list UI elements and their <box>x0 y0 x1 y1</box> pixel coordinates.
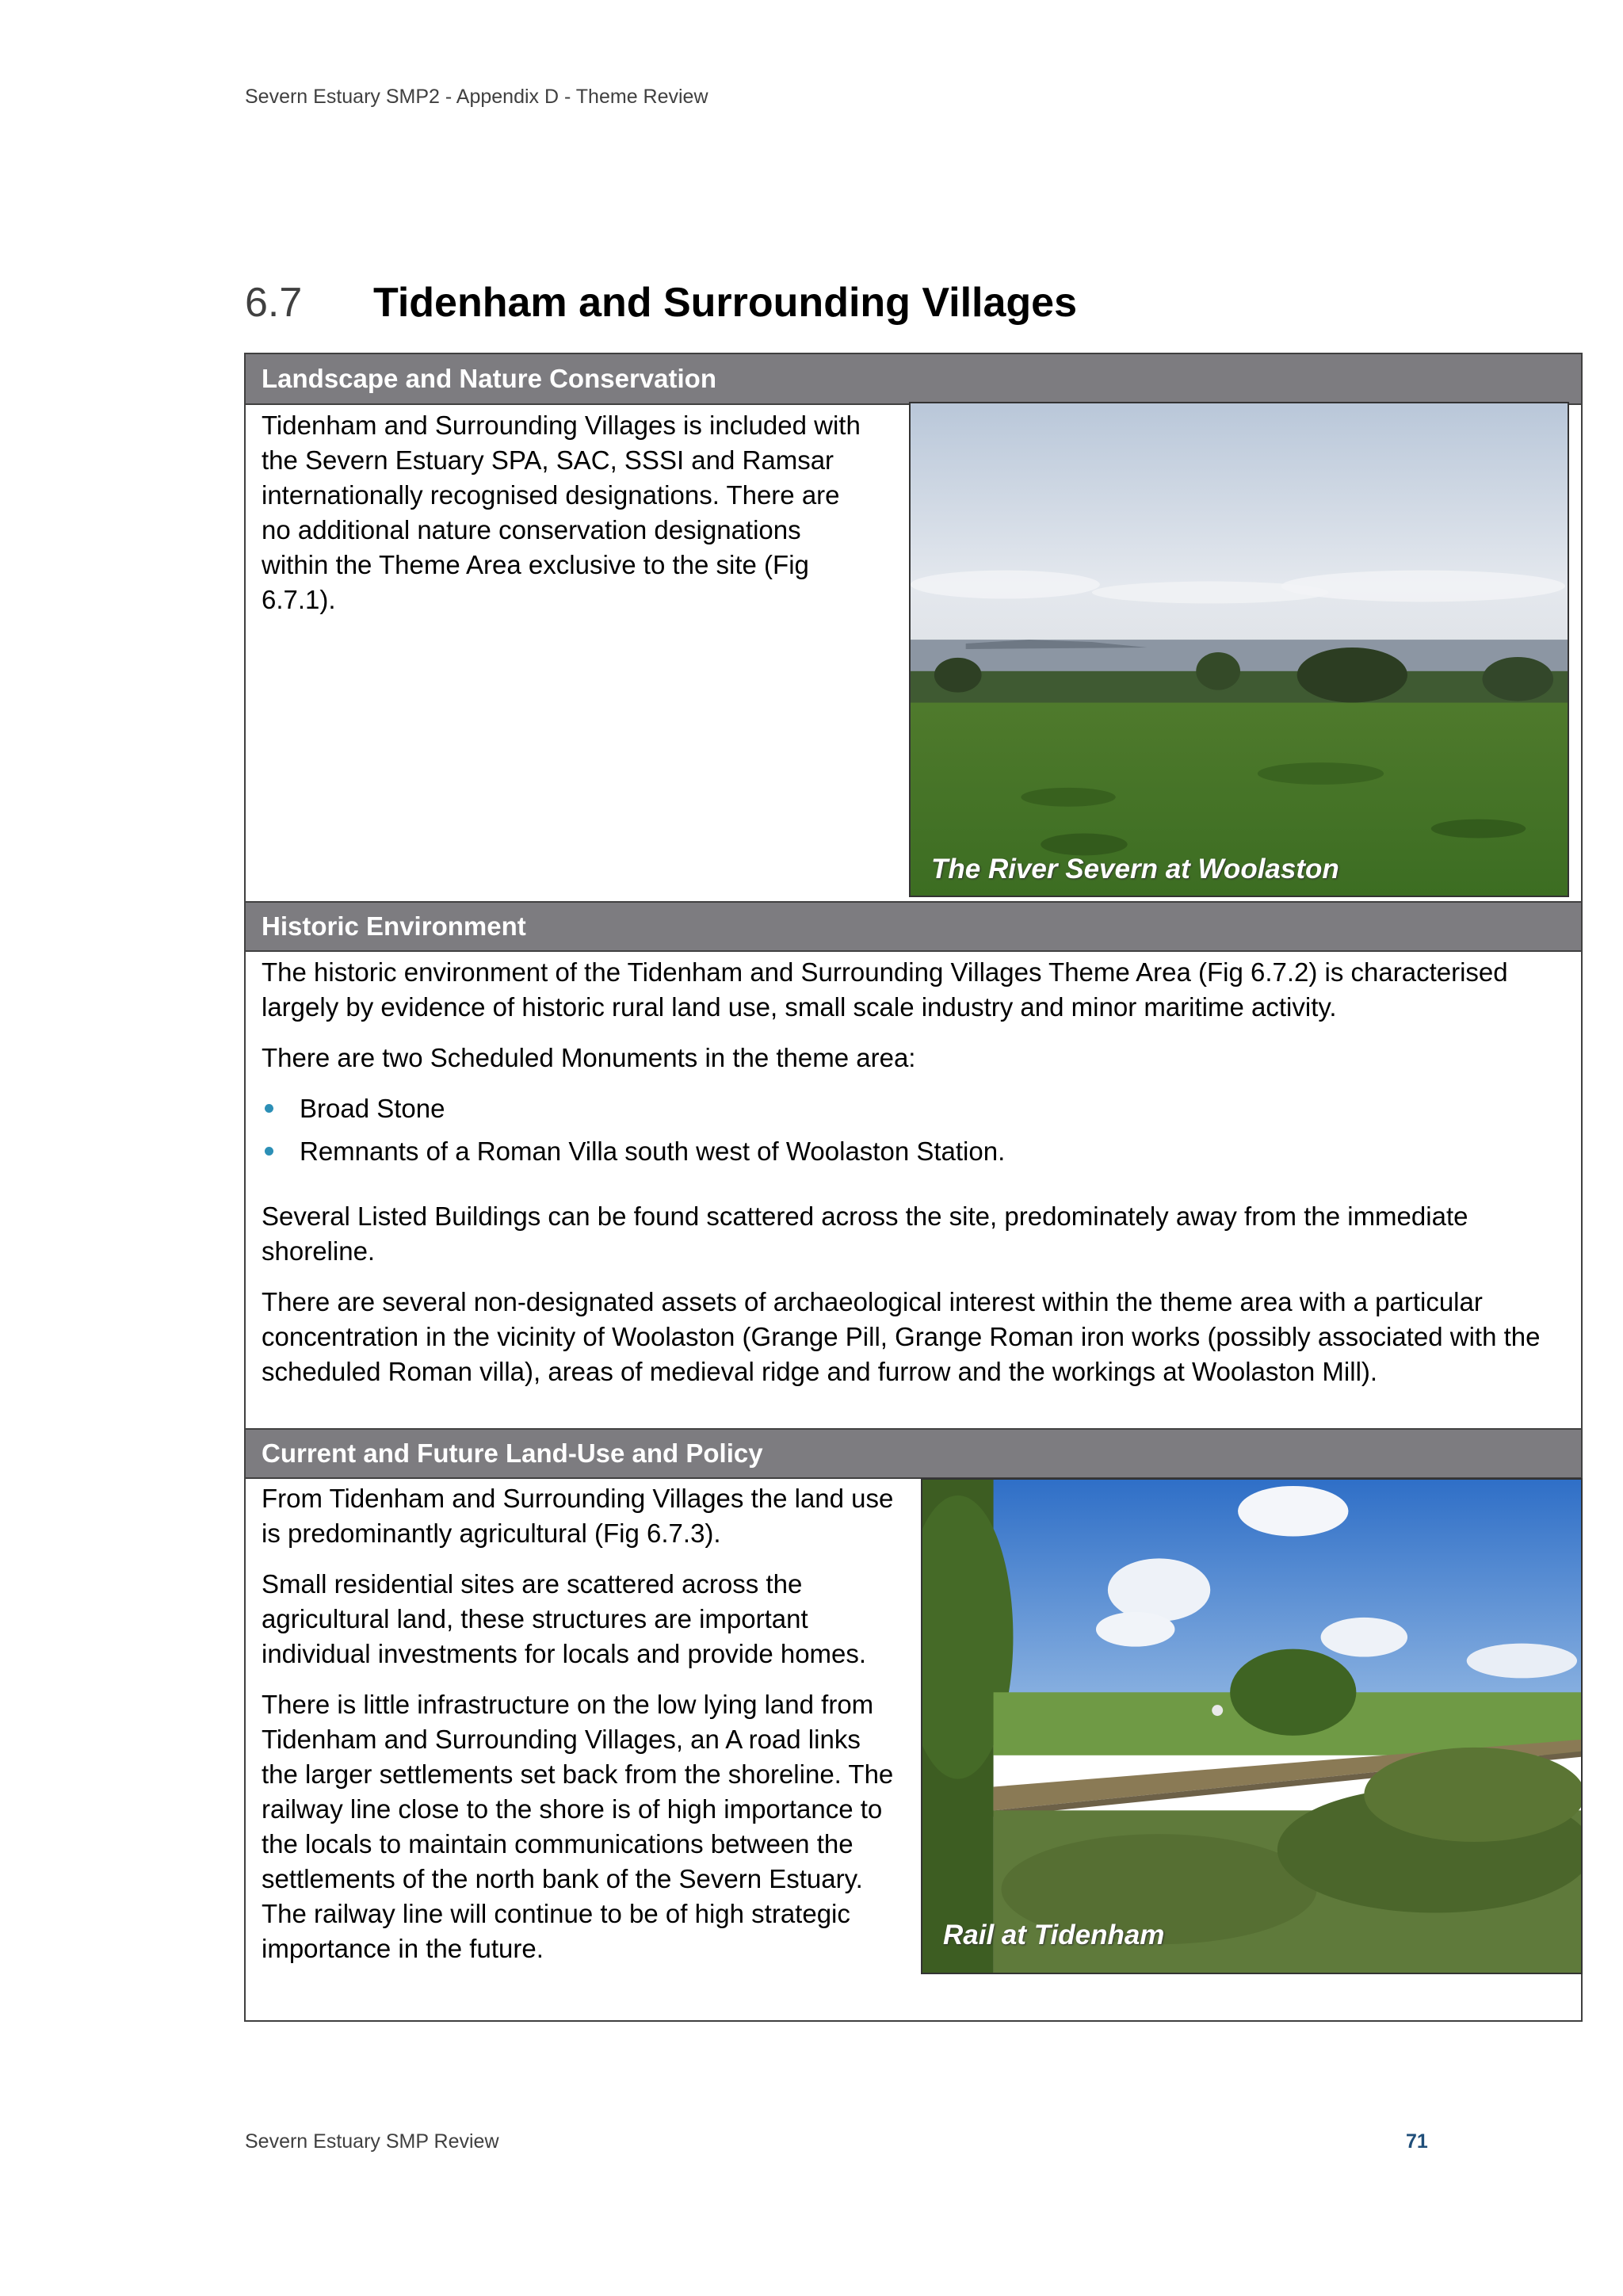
river-severn-caption: The River Severn at Woolaston <box>931 854 1339 884</box>
historic-heading: Historic Environment <box>246 901 1581 952</box>
historic-paragraph-1: The historic environment of the Tidenham and Surrounding Villages Theme Area (Fig 6.7.2) is characterised largely by evidence of historic rural land use, small scale industry and minor maritime activity. <box>262 957 1508 1022</box>
section-heading <box>245 279 1077 327</box>
theme-table <box>244 353 1583 2022</box>
list-item-text: Remnants of a Roman Villa south west of Woolaston Station. <box>300 1137 1006 1166</box>
river-severn-photo <box>909 402 1569 897</box>
page-number: 71 <box>1406 2130 1428 2153</box>
historic-text <box>262 955 1569 1405</box>
section-title: Tidenham and Surrounding Villages <box>373 280 1077 326</box>
landuse-heading: Current and Future Land-Use and Policy <box>246 1428 1581 1479</box>
rail-tidenham-photo <box>921 1478 1583 1974</box>
rail-tidenham-caption: Rail at Tidenham <box>943 1920 1165 1950</box>
river-severn-image <box>911 403 1568 896</box>
rail-tidenham-image <box>922 1480 1581 1973</box>
bullet-icon <box>265 1147 273 1156</box>
historic-paragraph-3: Several Listed Buildings can be found scattered across the site, predominately away from the immediate shoreline. <box>262 1201 1468 1266</box>
historic-paragraph-2: There are two Scheduled Monuments in the theme area: <box>262 1043 916 1072</box>
list-item <box>262 1134 1569 1169</box>
landuse-paragraph-3: There is little infrastructure on the low lying land from Tidenham and Surrounding Villages, an A road links the larger settlements set back from the shoreline. The railway line close to the shore is of high importance to the locals to maintain communications between the settlements of the north bank of the Severn Estuary. The railway line will continue to be of high strategic importance in the future. <box>262 1690 894 1963</box>
historic-paragraph-4: There are several non-designated assets of archaeological interest within the theme area with a particular concentration in the vicinity of Woolaston (Grange Pill, Grange Roman iron works (possibly associated with the scheduled Roman villa), areas of medieval ridge and furrow and the workings at Woolaston Mill). <box>262 1287 1541 1386</box>
list-item <box>262 1091 1569 1126</box>
landuse-paragraph-2: Small residential sites are scattered across the agricultural land, these structures are important individual investments for locals and provide homes. <box>262 1569 867 1668</box>
landscape-paragraph: Tidenham and Surrounding Villages is included with the Severn Estuary SPA, SAC, SSSI and Ramsar internationally recognised designations. There are no additional nature conservation designations within the Theme Area exclusive to the site (Fig 6.7.1). <box>262 411 861 614</box>
scheduled-monuments-list <box>262 1091 1569 1169</box>
footer-title: Severn Estuary SMP Review <box>245 2130 499 2153</box>
landscape-heading: Landscape and Nature Conservation <box>246 354 1581 405</box>
landuse-text <box>262 1481 896 1982</box>
bullet-icon <box>265 1104 273 1113</box>
landscape-text <box>262 408 864 633</box>
running-header: Severn Estuary SMP2 - Appendix D - Theme Review <box>245 86 708 108</box>
landuse-paragraph-1: From Tidenham and Surrounding Villages the land use is predominantly agricultural (Fig 6.7.3). <box>262 1484 894 1548</box>
section-number: 6.7 <box>245 280 303 326</box>
list-item-text: Broad Stone <box>300 1094 445 1123</box>
